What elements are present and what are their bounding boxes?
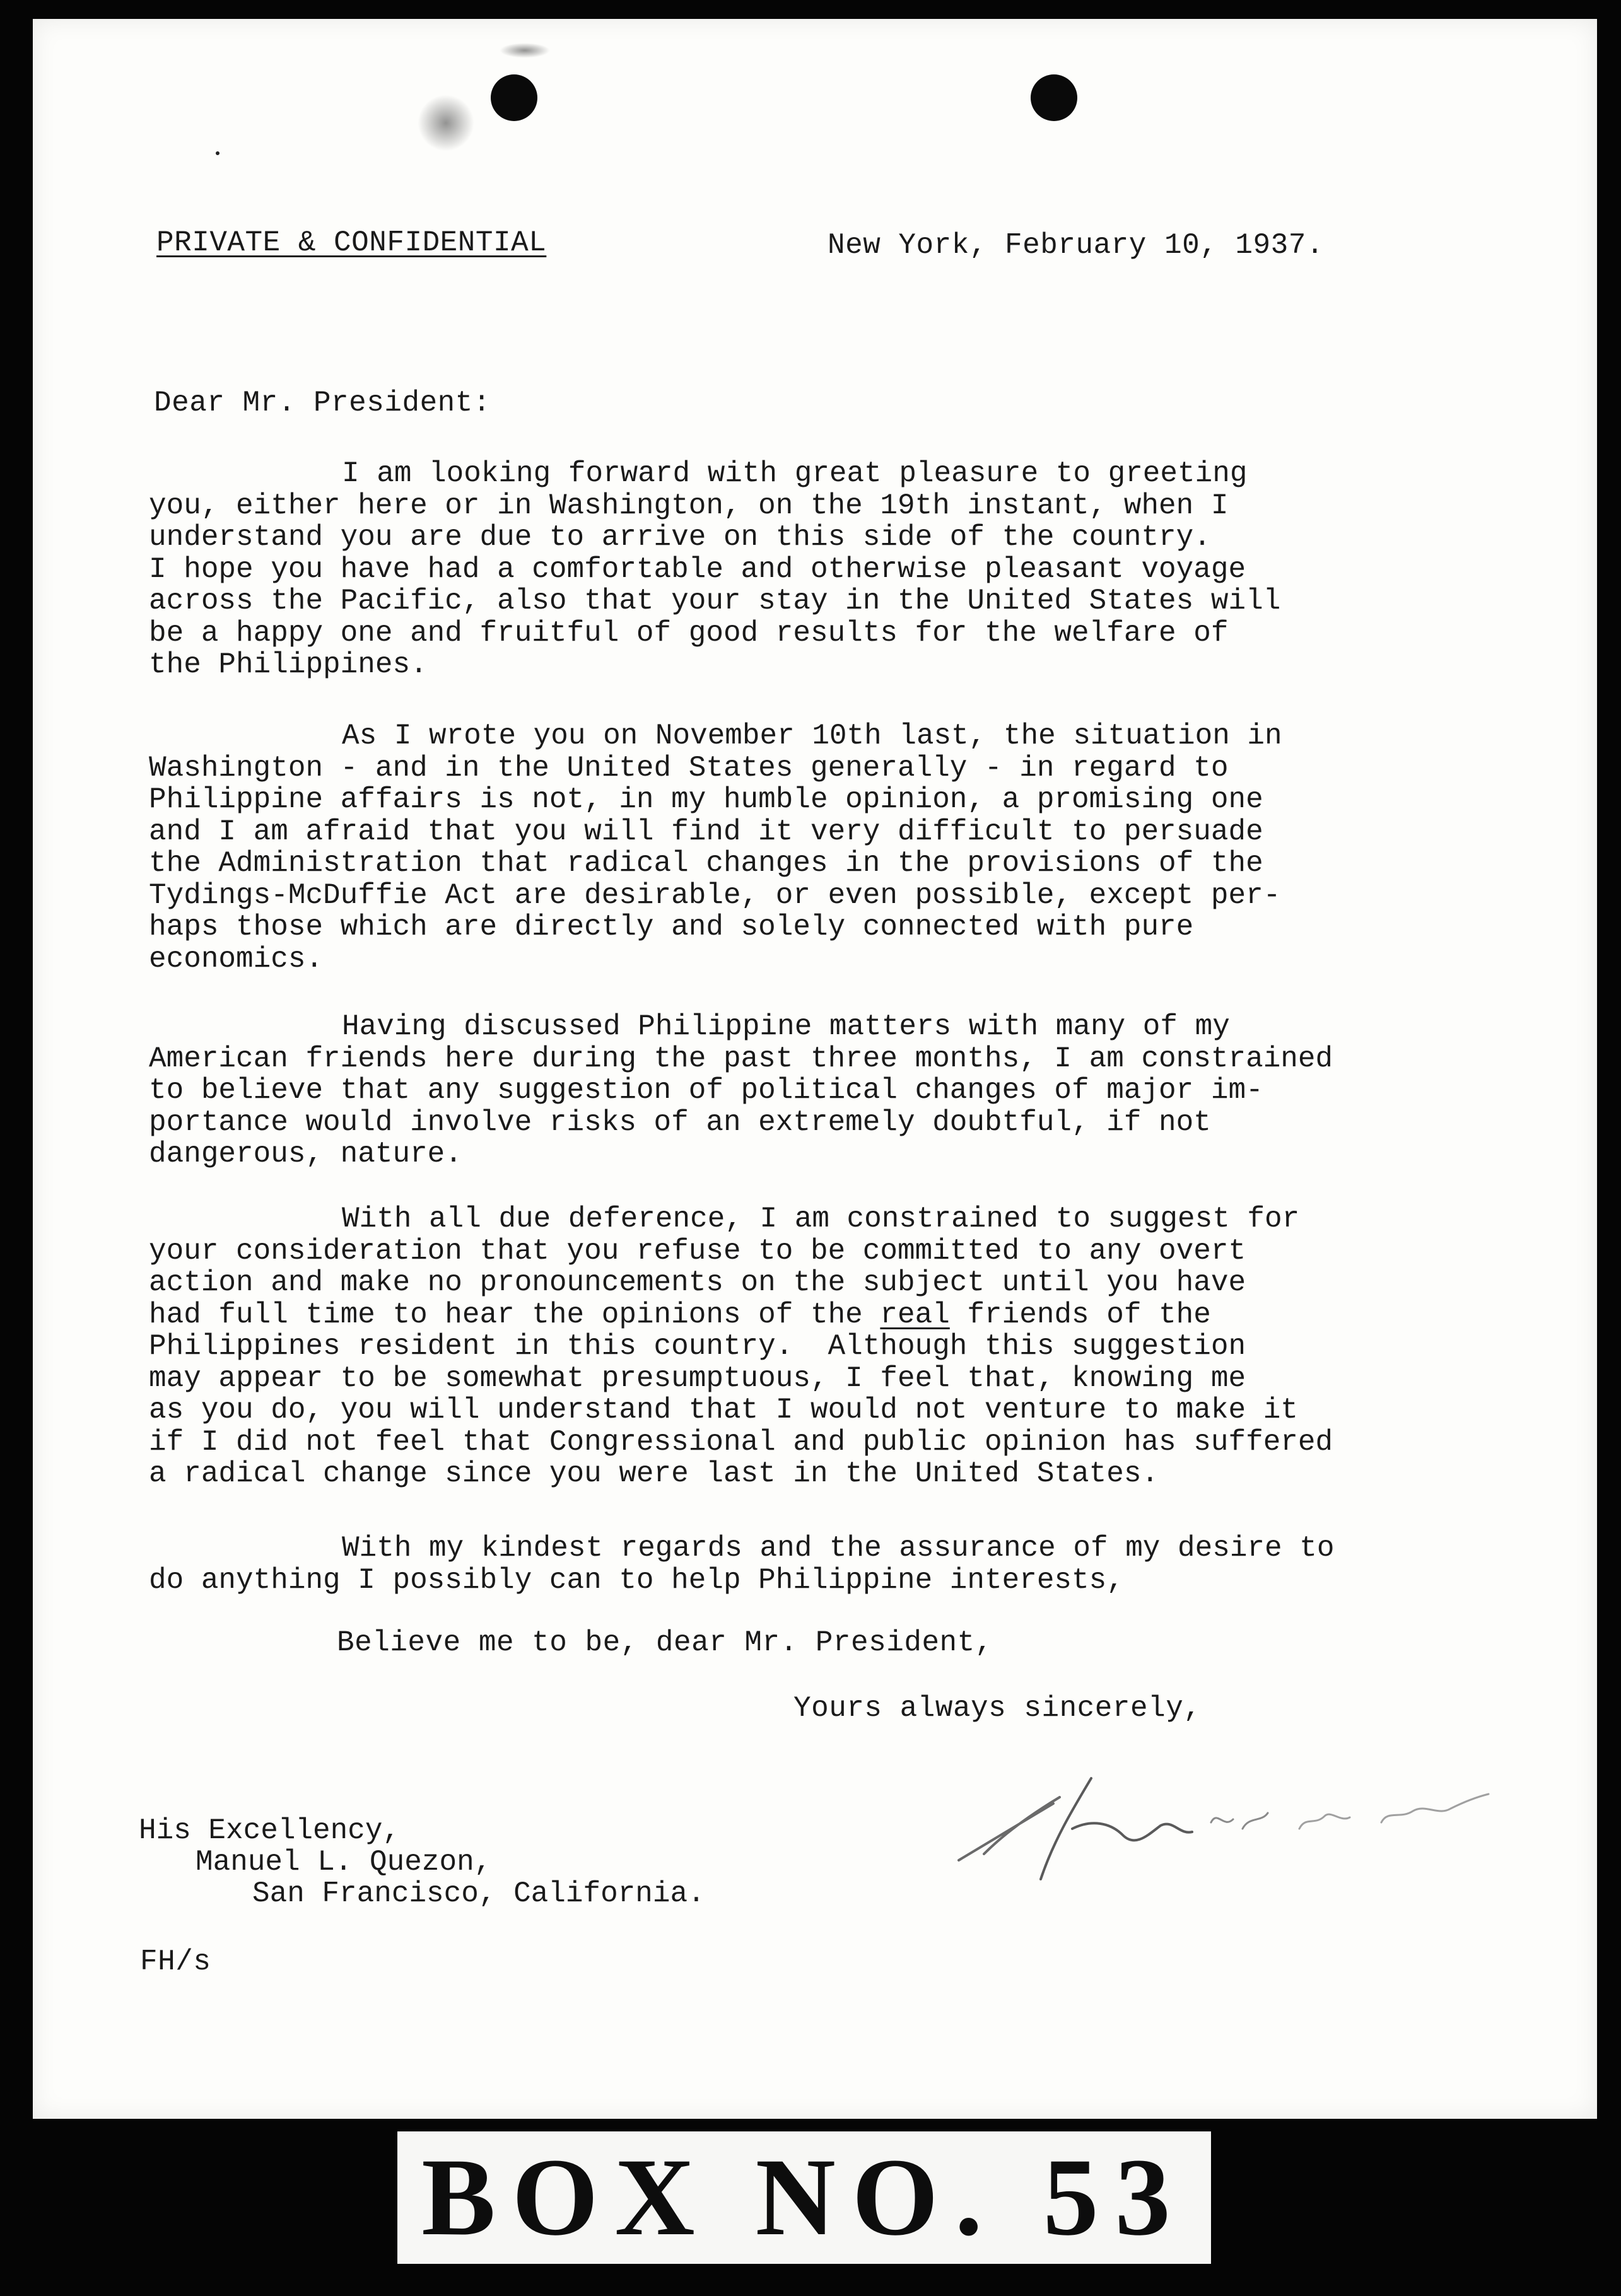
addressee-block <box>139 1815 705 1909</box>
addressee-name: Manuel L. Quezon, <box>196 1846 492 1879</box>
ink-smudge <box>418 95 474 151</box>
valediction: Yours always sincerely, <box>793 1692 1202 1725</box>
text-line: do anything I possibly can to help Philippine interests, <box>149 1563 1124 1597</box>
archive-box-label <box>397 2131 1211 2264</box>
text-line: I hope you have had a comfortable and otherwise pleasant voyage <box>149 552 1246 586</box>
text-line: I am looking forward with great pleasure to greeting <box>342 457 1248 490</box>
text-fragment: had full time to hear the opinions of the <box>149 1298 881 1331</box>
text-line: Philippines resident in this country. Although this suggestion <box>149 1330 1246 1363</box>
addressee-title: His Excellency, <box>139 1814 401 1847</box>
text-line: Washington - and in the United States generally - in regard to <box>149 751 1229 784</box>
text-line: you, either here or in Washington, on the 19th instant, when I <box>149 489 1229 522</box>
text-line: across the Pacific, also that your stay in the United States will <box>149 585 1281 617</box>
paragraph-2 <box>149 720 1536 975</box>
text-line: may appear to be somewhat presumptuous, I feel that, knowing me <box>149 1361 1246 1395</box>
text-line: your consideration that you refuse to be committed to any overt <box>149 1234 1246 1267</box>
text-line: economics. <box>149 942 324 976</box>
text-line: American friends here during the past three months, I am constrained <box>149 1042 1333 1075</box>
emphasized-word: real <box>880 1298 950 1331</box>
text-line: and I am afraid that you will find it very difficult to persuade <box>149 815 1263 848</box>
text-line: if I did not feel that Congressional and public opinion has suffered <box>149 1425 1333 1459</box>
text-fragment: friends of the <box>949 1298 1211 1331</box>
text-line <box>149 1299 1536 1331</box>
text-line: dangerous, nature. <box>149 1138 462 1170</box>
text-line: portance would involve risks of an extremely doubtful, if not <box>149 1105 1211 1139</box>
text-line: a radical change since you were last in the United States. <box>149 1457 1159 1490</box>
handwritten-signature <box>946 1759 1514 1892</box>
text-line: Tydings-McDuffie Act are desirable, or even possible, except per- <box>149 878 1281 912</box>
text-line: as you do, you will understand that I would not venture to make it <box>149 1394 1298 1426</box>
punch-hole <box>491 74 537 121</box>
text-line: haps those which are directly and solely connected with pure <box>149 911 1194 943</box>
addressee-location: San Francisco, California. <box>252 1877 705 1910</box>
text-line: the Administration that radical changes in the provisions of the <box>149 847 1263 880</box>
text-line: understand you are due to arrive on this side of the country. <box>149 521 1211 554</box>
ink-smudge <box>500 43 550 58</box>
salutation: Dear Mr. President: <box>154 387 491 419</box>
place-and-date: New York, February 10, 1937. <box>828 229 1324 262</box>
box-number-text: BOX NO. 53 <box>421 2136 1187 2259</box>
paragraph-5 <box>149 1532 1536 1596</box>
punch-hole <box>1031 74 1077 121</box>
text-line: With all due deference, I am constrained to suggest for <box>342 1203 1300 1235</box>
paragraph-4 <box>149 1203 1536 1490</box>
text-line: to believe that any suggestion of political changes of major im- <box>149 1074 1263 1107</box>
paragraph-1 <box>149 458 1536 681</box>
closing-line: Believe me to be, dear Mr. President, <box>337 1626 993 1659</box>
text-line: Philippine affairs is not, in my humble opinion, a promising one <box>149 783 1263 816</box>
text-line: be a happy one and fruitful of good results for the welfare of <box>149 616 1229 650</box>
text-line: the Philippines. <box>149 648 428 681</box>
text-line: action and make no pronouncements on the subject until you have <box>149 1266 1246 1299</box>
confidentiality-marking: PRIVATE & CONFIDENTIAL <box>156 226 547 259</box>
text-line: With my kindest regards and the assurance of my desire to <box>342 1532 1335 1565</box>
text-line: As I wrote you on November 10th last, the situation in <box>342 720 1282 752</box>
paragraph-3 <box>149 1011 1536 1170</box>
text-line: Having discussed Philippine matters with many of my <box>342 1010 1230 1043</box>
dust-speck <box>216 151 219 155</box>
typist-initials: FH/s <box>140 1945 211 1978</box>
